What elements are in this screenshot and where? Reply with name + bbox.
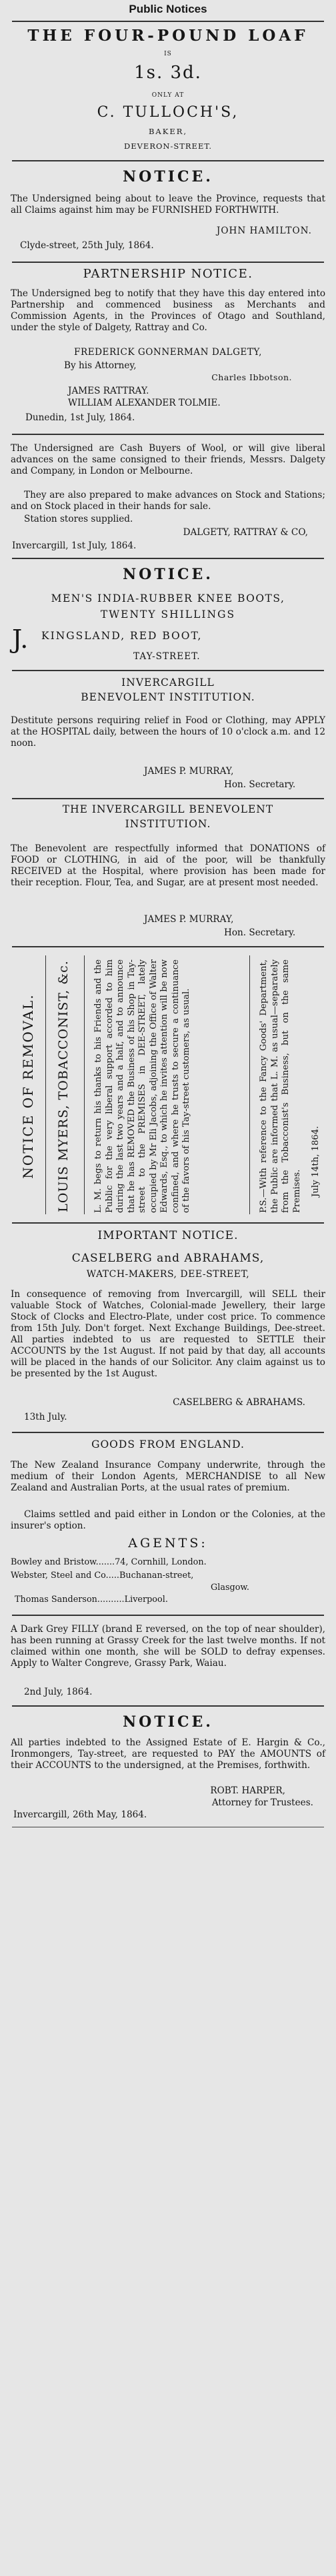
ad-body: In consequence of removing from Invercargill, will SELL their valuable Stock of Watches, Colonial-made Jewellery, their large Stock of Clocks and Electro-Plate, under cost price. To commence from 15th July. Don't forget. Next Exchange Buildings, Dee-street. All parties indebted to us are requested to SETTLE their ACCOUNTS by the 1st August. If not paid by that day, all accounts will be placed in the hands of our Solicitor. Any claim against us to be presented by the 1st August. [11,1289,325,1379]
ad-heading: NOTICE. [123,566,213,583]
ad-heading: NOTICE OF REMOVAL. [20,993,36,1179]
ad-heading: GOODS FROM ENGLAND. [91,1438,245,1450]
divider [12,1432,324,1433]
ad-body: The Undersigned being about to leave the Province, requests that all Claims against him may be FURNISHED FORTHWITH. [11,193,325,216]
ad-body: Destitute persons requiring relief in Food or Clothing, may APPLY at the HOSPITAL daily, between the hours of 10 o'clock a.m. and 12 noon. [11,715,325,749]
divider [45,955,46,1214]
ad-firm: LOUIS MYERS, TOBACCONIST, &c. [56,960,71,1212]
ad-signature: DALGETY, RATTRAY & CO, [183,527,308,538]
ad-dateline: 13th July. [24,1412,67,1422]
ad-body: They are also prepared to make advances on Stock and Stations; and on Stock placed in their hands for sale. [11,490,325,512]
ad-body: The Benevolent are respectfully informed that DONATIONS of FOOD or CLOTHING, in aid of the poor, will be thankfully RECEIVED at the Hospital, where provision has been made for their reception. Flour, Tea, and Sugar, are at present most needed. [11,843,325,888]
divider [12,670,324,671]
agent-name: Webster, Steel and Co. [11,1571,109,1581]
ad-heading: INSTITUTION. [125,818,211,830]
ad-body: L. M. begs to return his thanks to his Friends and the Public for the very liberal support accorded to him during the last two years and a half, and to announce that he has REMOVED the Business of his Shop in Tay-street to the PREMISES in DEE-STREET, lately occupied by Mr Eli Jacobs, adjoining the Office of Walter Edwards, Esq., to which he invites attention will be now confined, and where he trusts to secure a continuance of the favors of his Tay-street customers, as usual. [93,959,191,1213]
ad-dateline: Invercargill, 26th May, 1864. [13,1809,147,1820]
ad-dateline: 2nd July, 1864. [24,1687,93,1697]
ad-text: BAKER, [148,127,188,136]
ad-signature: WILLIAM ALEXANDER TOLMIE. [68,398,221,408]
ad-price: 1s. 3d. [134,63,202,83]
divider [12,262,324,263]
ad-initial: J. [12,624,29,654]
agent-address: 74, Cornhill, London. [115,1557,207,1567]
agent-row: Webster, Steel and Co.....Buchanan-street, [11,1571,194,1581]
ad-signature: JAMES P. MURRAY, [144,766,234,777]
divider [12,558,324,559]
ad-text: Charles Ibbotson. [211,372,292,382]
ad-text: IS [164,51,172,57]
ad-text: DEVERON-STREET. [124,141,212,151]
agent-name: Thomas Sanderson [15,1595,97,1605]
ad-signature: ROBT. HARPER, [210,1785,285,1796]
divider [249,955,250,1214]
ad-signature: JOHN HAMILTON. [216,226,312,236]
agent-row: Thomas Sanderson..........Liverpool. [15,1595,168,1605]
divider [12,946,324,947]
ad-heading: THE INVERCARGILL BENEVOLENT [62,803,274,815]
ad-text: MEN'S INDIA-RUBBER KNEE BOOTS, [51,592,285,604]
agent-name: Bowley and Bristow [11,1557,96,1567]
divider [12,21,324,22]
ad-title: THE FOUR-POUND LOAF [27,27,309,45]
ad-body: The New Zealand Insurance Company underwrite, through the medium of their London Agents, MERCHANDISE to all New Zealand and Australian Ports, at the usual rates of premium. [11,1460,325,1493]
ad-text: Station stores supplied. [24,514,133,524]
ad-heading: NOTICE. [123,1713,213,1731]
agent-address: Liverpool. [124,1595,168,1605]
divider [12,160,324,161]
ad-signature: FREDERICK GONNERMAN DALGETY, [74,347,262,358]
ad-signature: JAMES RATTRAY. [68,386,149,396]
divider [84,955,85,1214]
ad-text: Hon. Secretary. [224,779,296,790]
agent-address: Glasgow. [211,1583,249,1593]
divider [12,434,324,435]
ad-dateline: Invercargill, 1st July, 1864. [12,540,137,551]
ad-text: TAY-STREET. [133,651,201,662]
ad-text: WATCH-MAKERS, DEE-STREET, [86,1269,250,1280]
agent-row: Bowley and Bristow.......74, Cornhill, London. [11,1557,207,1567]
ad-body: The Undersigned beg to notify that they have this day entered into Partnership and commenced business as Merchants and Commission Agents, in the Provinces of Otago and Southland, under the style of Dalgety, Rattray and Co. [11,288,325,333]
ad-text: By his Attorney, [64,360,137,371]
ad-signature: CASELBERG & ABRAHAMS. [173,1397,305,1408]
divider [12,798,324,799]
ad-heading: IMPORTANT NOTICE. [97,1229,239,1242]
ad-body: The Undersigned are Cash Buyers of Wool, or will give liberal advances on the same consigned to their friends, Messrs. Dalgety and Company, in London or Melbourne. [11,443,325,476]
ad-text: ONLY AT [151,92,185,99]
ad-body: Claims settled and paid either in London or the Colonies, at the insurer's option. [11,1509,325,1531]
ad-heading: BENEVOLENT INSTITUTION. [81,691,255,703]
agent-row [11,1583,336,1593]
ad-removal [11,951,325,1218]
ad-text: Attorney for Trustees. [211,1797,313,1808]
ad-postscript: P.S.—With reference to the Fancy Goods' Department, the Public are informed that L. M. as usual—separately from the Tobacconist's Business, but on the same Premises. [259,959,302,1213]
divider [12,1705,324,1707]
page-title: Public Notices [129,3,207,15]
ad-signature: JAMES P. MURRAY, [144,914,234,925]
ad-dateline: Dunedin, 1st July, 1864. [25,412,135,423]
ad-text: TWENTY SHILLINGS [100,608,236,620]
ad-dateline: Clyde-street, 25th July, 1864. [20,240,154,251]
divider [12,1615,324,1616]
ad-firm: KINGSLAND, RED BOOT, [41,630,203,642]
ad-heading: NOTICE. [123,168,213,185]
agent-address: Buchanan-street, [119,1571,194,1581]
ad-heading: INVERCARGILL [121,677,215,689]
ad-text: Hon. Secretary. [224,927,296,938]
ad-firm: C. TULLOCH'S, [97,104,239,121]
divider [12,1222,324,1224]
ad-body: A Dark Grey FILLY (brand E reversed, on the top of near shoulder), has been running at Grassy Creek for the last twelve months. If not claimed within one month, she will be SOLD to defray expenses. Apply to Walter Congreve, Grassy Park, Waiau. [11,1624,325,1669]
ad-heading: PARTNERSHIP NOTICE. [83,267,253,281]
ad-body: All parties indebted to the Assigned Estate of E. Hargin & Co., Ironmongers, Tay-street, are requested to PAY the AMOUNTS of their ACCOUNTS to the undersigned, at the Premises, forthwith. [11,1737,325,1771]
ad-dateline: July 14th, 1864. [311,1126,321,1197]
ad-firm: CASELBERG and ABRAHAMS, [71,1252,265,1265]
ad-subheading: AGENTS: [128,1536,208,1551]
